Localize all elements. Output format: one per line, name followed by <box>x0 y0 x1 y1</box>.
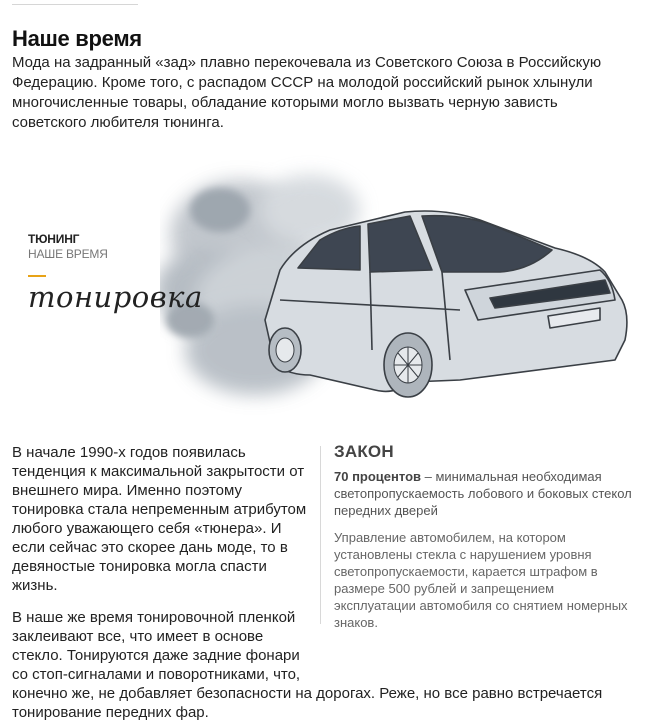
top-divider <box>12 4 138 5</box>
sidebar-text-1 <box>334 468 634 519</box>
script-title: тонировка <box>28 280 203 314</box>
body-paragraph-1: В начале 1990-х годов появилась тенденция к максимальной закрытости от внешнего мира. Именно поэтому тонировка стала непременным атрибутом любого уважающего себя «тюнера». И если сейчас это скорее дань моде, то в девяностые тонировка могла спасти жизнь. <box>12 444 307 594</box>
sidebar-text-2: Управление автомобилем, на котором установлены стекла с нарушением уровня светопропускаемости, карается штрафом в размере 500 рублей и запрещением эксплуатации автомобиля со снятием номерных знаков. <box>334 530 628 630</box>
tinted-car-illustration <box>160 150 640 430</box>
tag-sub: НАШЕ ВРЕМЯ <box>28 247 108 261</box>
body-paragraph-2: В наше же время тонировочной пленкой заклеивают все, что имеет в основе стекло. Тонируются даже задние фонари со стоп-сигналами и поворотниками, что, <box>12 609 301 683</box>
car-drawing <box>265 211 627 391</box>
accent-dash <box>28 275 46 277</box>
illustration-tag <box>28 232 108 277</box>
intro-paragraph: Мода на задранный «зад» плавно перекочевала из Советского Союза в Российскую Федерацию. Кроме того, с распадом СССР на молодой российский рынок хлынули многочисленные товары, обладание которыми могло вызвать черную зависть советского любителя тюнинга. <box>12 54 602 131</box>
body-paragraph-2-continued: конечно же, не добавляет безопасности на дорогах. Реже, но все равно встречается тонирование передних фар. <box>12 685 603 721</box>
tag-main: ТЮНИНГ <box>28 232 80 246</box>
sidebar-highlight: 70 процентов <box>334 469 422 484</box>
sidebar-title: ЗАКОН <box>334 442 394 461</box>
sidebar-text-1-rest: – минимальная необходимая светопропускаемость лобового и боковых стекол передних дверей <box>334 469 632 518</box>
section-title: Наше время <box>12 26 142 51</box>
sidebar-divider <box>320 446 321 624</box>
law-sidebar <box>334 442 634 631</box>
